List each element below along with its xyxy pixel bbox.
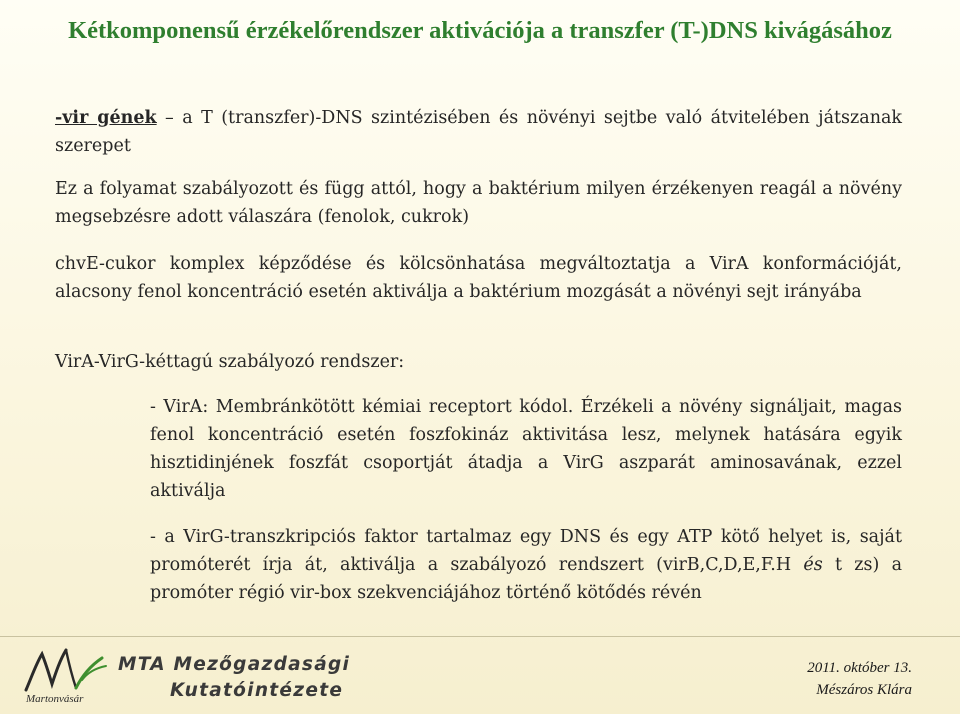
org-name-line2: Kutatóintézete bbox=[170, 680, 344, 701]
org-name-line1: MTA Mezőgazdasági bbox=[118, 654, 351, 675]
virg-text-a: - a VirG-transzkripciós faktor tartalmaz egy DNS és egy ATP kötő helyet is, saját promóterét írja át, aktiválja a szabályozó rendszert (virB,C,D,E,F.H bbox=[150, 527, 902, 575]
footer-author: Mészáros Klára bbox=[816, 682, 912, 698]
footer-date: 2011. október 13. bbox=[807, 660, 912, 676]
logo-text: Martonvásár bbox=[26, 693, 84, 705]
paragraph-regulation: Ez a folyamat szabályozott és függ attól, hogy a baktérium milyen érzékenyen reagál a növény megsebzésre adott válaszára (fenolok, cukrok) bbox=[55, 179, 902, 227]
paragraph-vira: - VirA: Membránkötött kémiai receptort kódol. Érzékeli a növény signáljait, magas fenol koncentráció esetén foszfokináz aktivitása lesz, melynek hatására egyik hisztidinjének foszfát csoportját átadja a VirG aszparát aminosavának, ezzel aktiválja bbox=[150, 397, 902, 501]
paragraph-virg bbox=[150, 523, 902, 607]
paragraph-chve: chvE-cukor komplex képződése és kölcsönhatása megváltoztatja a VirA konformációját, alacsony fenol koncentráció esetén aktiválja a baktérium mozgását a növényi sejt irányába bbox=[55, 254, 902, 302]
slide-title: Kétkomponensű érzékelőrendszer aktivációja a transzfer (T-)DNS kivágásához bbox=[68, 17, 892, 44]
paragraph-vir-genes bbox=[55, 104, 902, 160]
virg-text-italic: és bbox=[803, 555, 823, 575]
virg-text-b: t zs) a promóter régió vir-box szekvenciájához történő kötődés révén bbox=[150, 555, 902, 603]
paragraph-vira-virg: VirA-VirG-kéttagú szabályozó rendszer: bbox=[55, 352, 405, 372]
vir-genes-term: -vir gének bbox=[55, 108, 157, 128]
vir-genes-text: – a T (transzfer)-DNS szintézisében és növényi sejtbe való átvitelében játszanak szerepet bbox=[55, 108, 902, 156]
footer-divider bbox=[0, 636, 960, 637]
